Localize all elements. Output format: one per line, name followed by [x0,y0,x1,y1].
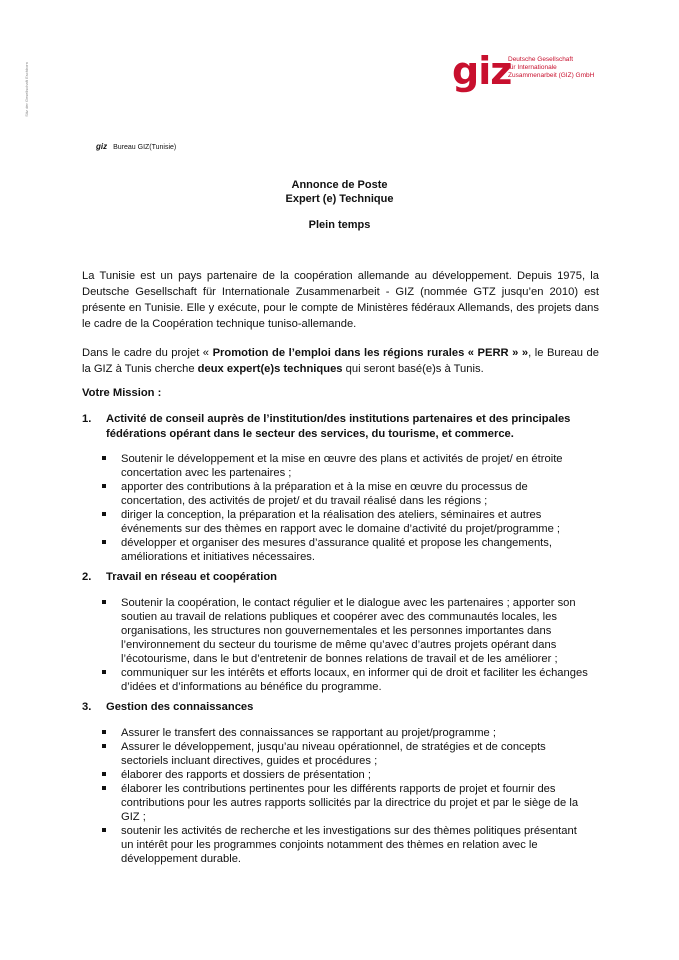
context-experts: deux expert(e)s techniques [197,363,343,375]
list-item: communiquer sur les intérêts et efforts locaux, en informer qui de droit et faciliter les échanges d’idées et d’informations au bénéfice du programme. [100,666,590,694]
list-item: apporter des contributions à la préparation et à la mise en œuvre du processus de concertation, des activités de projet/ et du travail réalisé dans les régions ; [100,480,590,508]
context-text-1: Dans le cadre du projet « [82,347,213,359]
context-text-3: qui seront basé(e)s à Tunis. [342,363,484,375]
section-2-list [100,596,590,694]
section-title: Travail en réseau et coopération [106,571,277,583]
list-item: élaborer les contributions pertinentes pour les différents rapports de projet et fournir des contributions pour les autres rapports sollicités par la directrice du projet et par le siège de la GIZ ; [100,782,590,824]
section-3-list [100,726,590,866]
context-text-2: , le Bureau de la GIZ à Tunis cherche [82,347,599,375]
list-item: Soutenir la coopération, le contact régulier et le dialogue avec les partenaires ; apporter son soutien au travail de relations publiques et coopérer avec des communautés locales, les organisations, les structures non gouvernementales et les personnes importantes dans l’environnement du secteur du tourisme de même qu’avec d’autres projets opérant dans l’écotourisme, dans le but d’entretenir de bonnes relations de travail et de les améliorer ; [100,596,590,666]
office-name: Bureau GIZ(Tunisie) [113,144,177,151]
logo-line-1: Deutsche Gesellschaft [508,56,574,63]
office-mark: giz [96,142,108,151]
section-3-heading [82,700,602,715]
logo-line-2: für Internationale [508,64,557,71]
header-title: Annonce de Poste [291,179,388,191]
section-number: 2. [82,571,92,583]
list-item: Assurer le transfert des connaissances se rapportant au projet/programme ; [100,726,590,740]
section-1-list [100,452,590,564]
header-subtitle: Expert (e) Technique [285,193,394,205]
context-paragraph [82,345,599,377]
intro-paragraph: La Tunisie est un pays partenaire de la coopération allemande au développement. Depuis 1975, la Deutsche Gesellschaft für Internationale Zusammenarbeit - GIZ (nommée GTZ jusqu’en 2010) est présente en Tunisie. Elle y exécute, pour le compte de Ministères fédéraux Allemands, des projets dans le cadre de la Coopération technique tuniso-allemande. [82,270,599,330]
context-project: Promotion de l’emploi dans les régions rurales « PERR » » [212,347,529,359]
list-item: diriger la conception, la préparation et la réalisation des ateliers, séminaires et autres événements sur des thèmes en rapport avec le domaine d’activité du projet/programme ; [100,508,590,536]
list-item: élaborer des rapports et dossiers de présentation ; [100,768,590,782]
section-number: 3. [82,701,92,713]
list-item: Assurer le développement, jusqu’au niveau opérationnel, de stratégies et de concepts sectoriels incluant directives, guides et procédures ; [100,740,590,768]
giz-logo-mark: giz [452,49,512,93]
section-number: 1. [82,413,92,425]
giz-logo-text [508,56,638,80]
section-title: Gestion des connaissances [106,701,254,713]
header-worktime: Plein temps [308,219,371,231]
mission-title: Votre Mission : [82,387,162,399]
list-item: développer et organiser des mesures d’assurance qualité et propose les changements, améliorations et initiatives nécessaires. [100,536,590,564]
side-note: Sitz der Gesellschaft Eschborn [24,62,29,117]
office-label [96,142,176,151]
logo-line-3: Zusammenarbeit (GIZ) GmbH [508,72,595,79]
section-2-heading [82,570,602,585]
section-title: Activité de conseil auprès de l’institution/des institutions partenaires et des principales fédérations opérant dans le secteur des services, du tourisme, et commerce. [106,413,571,440]
list-item: soutenir les activités de recherche et les investigations sur des thèmes politiques présentant un intérêt pour les programmes conjoints notamment des thèmes en relation avec le développement durable. [100,824,590,866]
section-1-heading [82,412,602,442]
list-item: Soutenir le développement et la mise en œuvre des plans et activités de projet/ en étroite concertation avec les partenaires ; [100,452,590,480]
